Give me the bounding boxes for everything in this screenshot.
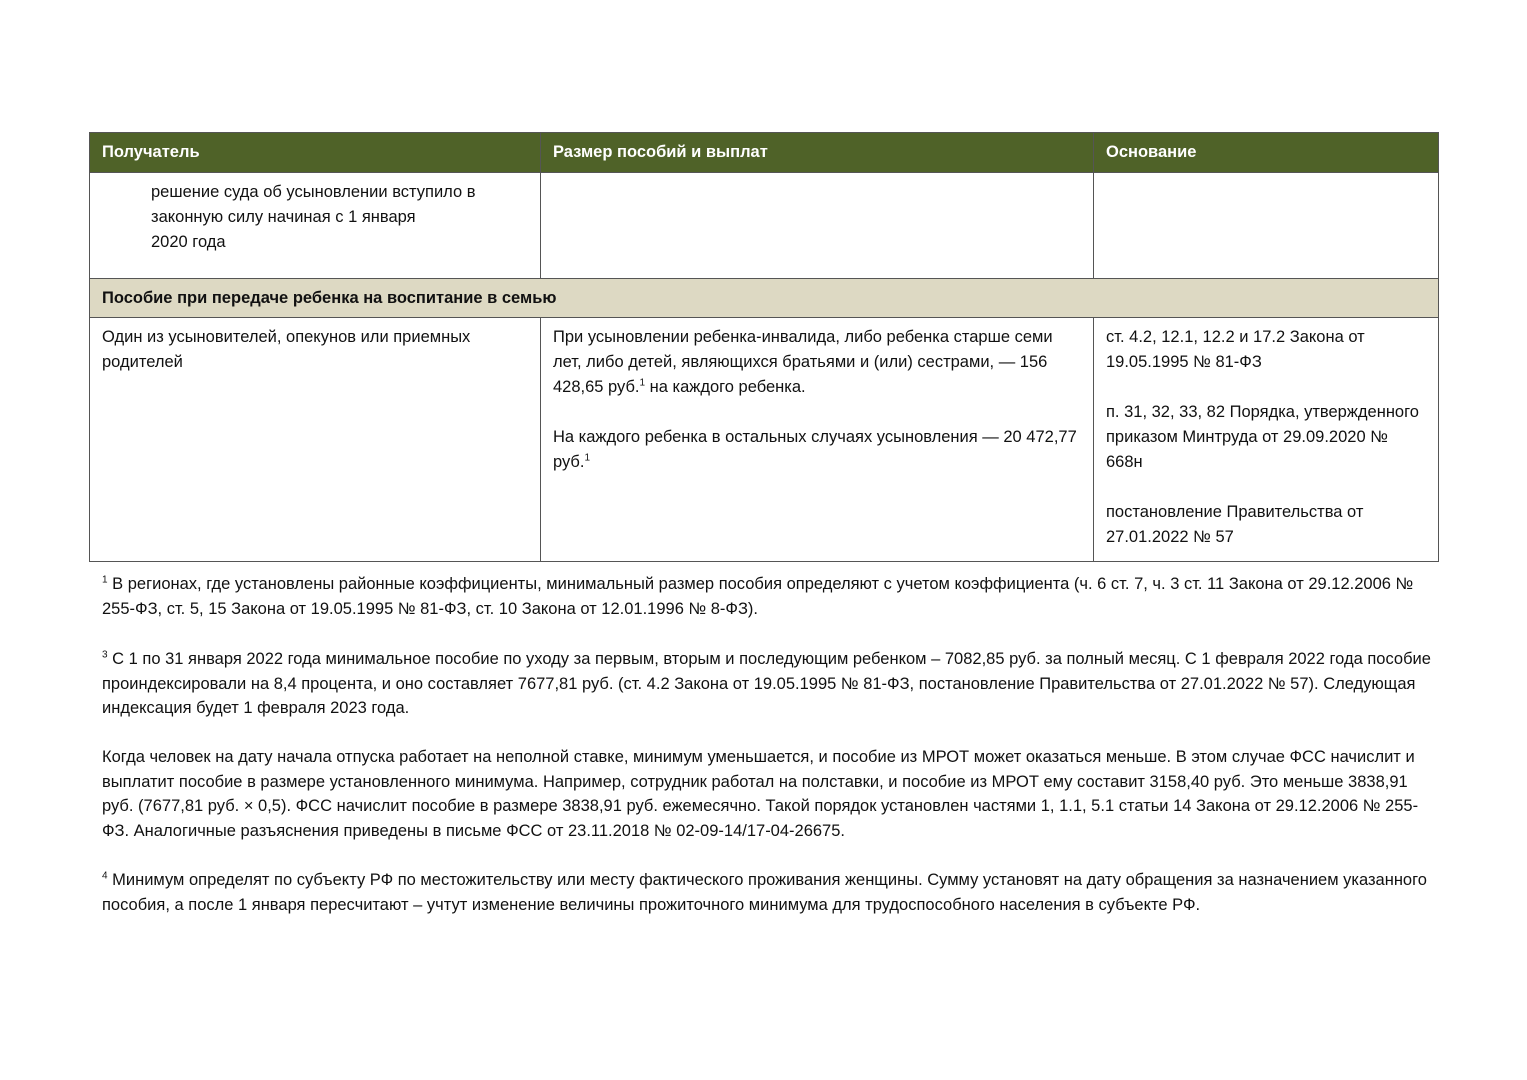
footnote-3: [102, 647, 1432, 721]
header-recipient: Получатель: [90, 133, 541, 173]
basis-paragraph: п. 31, 32, 33, 82 Порядка, утвержденного приказом Минтруда от 29.09.2020 № 668н: [1106, 403, 1419, 471]
recipient-line: решение суда об усыновлении вступило в: [151, 183, 476, 201]
recipient-line: 2020 года: [151, 233, 226, 251]
explanation-text: Когда человек на дату начала отпуска работает на неполной ставке, минимум уменьшается, и пособие из МРОТ может оказаться меньше. В этом случае ФСС начислит и выплатит пособие в размере установленного минимума. Например, сотрудник работал на полставки, и пособие из МРОТ ему составит 3158,40 руб. Это меньше 3838,91 руб. (7677,81 руб. × 0,5). ФСС начислит пособие в размере 3838,91 руб. ежемесячно. Такой порядок установлен частями 1, 1.1, 5.1 статьи 14 Закона от 29.12.2006 № 255-ФЗ. Аналогичные разъяснения приведены в письме ФСС от 23.11.2018 № 02-09-14/17-04-26675.: [102, 748, 1419, 840]
basis-cell: [1094, 318, 1439, 562]
footnote-text: Минимум определят по субъекту РФ по местожительству или месту фактического проживания женщины. Сумму установят на дату обращения за назначением указанного пособия, а после 1 января пересчитают – учтут изменение величины прожиточного минимума для трудоспособного населения в субъекте РФ.: [102, 871, 1427, 914]
section-title: Пособие при передаче ребенка на воспитание в семью: [90, 279, 1439, 318]
footnote-mark: 3: [102, 649, 108, 661]
footnote-text: В регионах, где установлены районные коэффициенты, минимальный размер пособия определяют с учетом коэффициента (ч. 6 ст. 7, ч. 3 ст. 11 Закона от 29.12.2006 № 255-ФЗ, ст. 5, 15 Закона от 19.05.1995 № 81-ФЗ, ст. 10 Закона от 12.01.1996 № 8-ФЗ).: [102, 575, 1414, 618]
recipient-line: законную силу начиная с 1 января: [151, 208, 416, 226]
footnote-ref: 1: [584, 452, 591, 464]
footnote-mark: 1: [102, 574, 108, 586]
amount-cell: [541, 318, 1094, 562]
header-amount: Размер пособий и выплат: [541, 133, 1094, 173]
amount-text: При усыновлении ребенка-инвалида, либо ребенка старше семи лет, либо детей, являющихся братьями и (или) сестрами, — 156 428,65 руб.: [553, 328, 1053, 396]
header-basis: Основание: [1094, 133, 1439, 173]
footnote-ref: 1: [639, 377, 646, 389]
recipient-cell: [90, 173, 541, 279]
table-header-row: [90, 133, 1439, 173]
footnote-1: [102, 572, 1432, 621]
basis-paragraph: постановление Правительства от 27.01.2022 № 57: [1106, 503, 1364, 546]
footnote-4: [102, 868, 1432, 917]
amount-text: на каждого ребенка.: [645, 378, 806, 396]
footnote-text: С 1 по 31 января 2022 года минимальное пособие по уходу за первым, вторым и последующим ребенком – 7082,85 руб. за полный месяц. С 1 февраля 2022 года пособие проиндексировали на 8,4 процента, и оно составляет 7677,81 руб. (ст. 4.2 Закона от 19.05.1995 № 81-ФЗ, постановление Правительства от 27.01.2022 № 57). Следующая индексация будет 1 февраля 2023 года.: [102, 650, 1431, 717]
section-row: [90, 279, 1439, 318]
benefits-table-container: [89, 132, 1438, 562]
amount-paragraph: [553, 425, 1081, 475]
table-row: [90, 318, 1439, 562]
amount-cell: [541, 173, 1094, 279]
basis-cell: [1094, 173, 1439, 279]
recipient-cell: [90, 318, 541, 562]
amount-text: На каждого ребенка в остальных случаях усыновления — 20 472,77 руб.: [553, 428, 1077, 471]
benefits-table: [89, 132, 1439, 562]
amount-paragraph: [553, 325, 1081, 400]
recipient-text: Один из усыновителей, опекунов или приемных родителей: [102, 328, 471, 371]
basis-paragraph: ст. 4.2, 12.1, 12.2 и 17.2 Закона от 19.05.1995 № 81-ФЗ: [1106, 328, 1365, 371]
table-row: [90, 173, 1439, 279]
explanation-paragraph: [102, 745, 1432, 843]
footnote-mark: 4: [102, 870, 108, 882]
